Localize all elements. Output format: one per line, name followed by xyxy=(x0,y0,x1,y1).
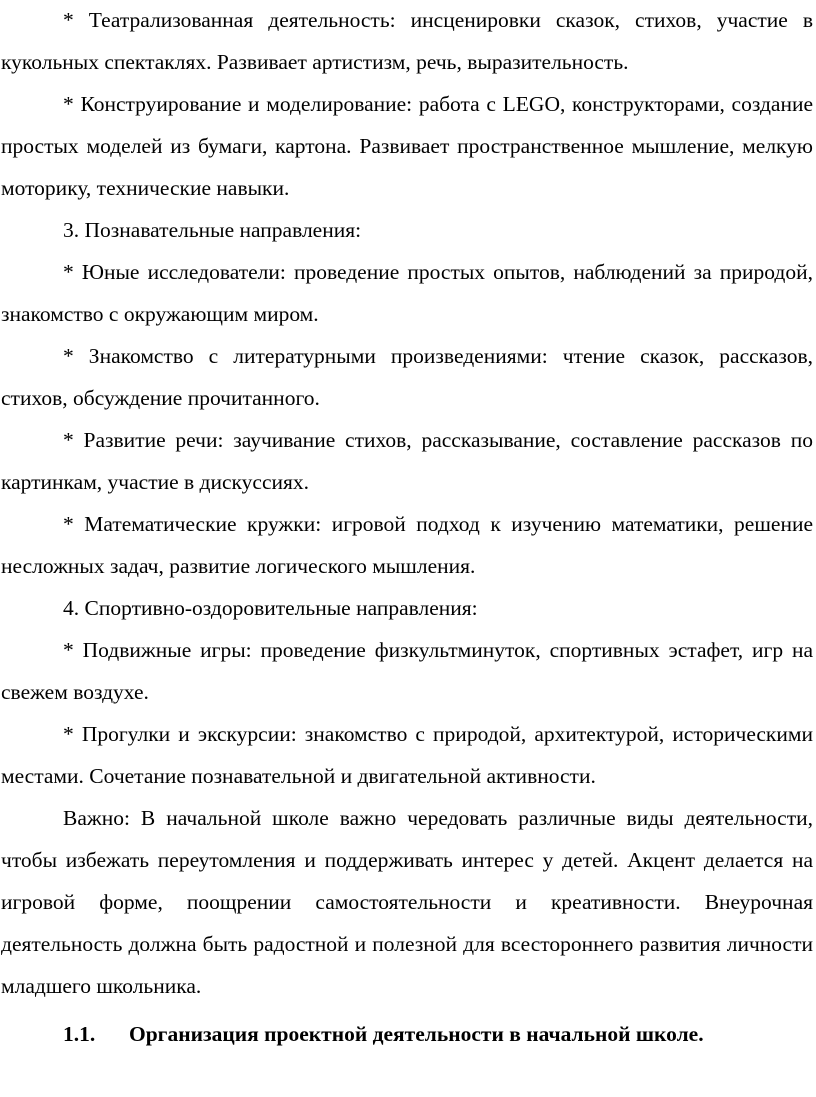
paragraph-theatrical-activity: * Театрализованная деятельность: инсценировки сказок, стихов, участие в кукольных спектаклях. Развивает артистизм, речь, выразительность. xyxy=(1,8,813,74)
paragraph-math-clubs: * Математические кружки: игровой подход к изучению математики, решение несложных задач, развитие логического мышления. xyxy=(1,512,813,578)
paragraph-speech-development: * Развитие речи: заучивание стихов, рассказывание, составление рассказов по картинкам, участие в дискуссиях. xyxy=(1,428,813,494)
section-heading-number: 1.1. xyxy=(63,1022,96,1046)
paragraph-important-note: Важно: В начальной школе важно чередовать различные виды деятельности, чтобы избежать переутомления и поддерживать интерес у детей. Акцент делается на игровой форме, поощрении самостоятельности и креативности. Внеурочная деятельность должна быть радостной и полезной для всестороннего развития личности младшего школьника. xyxy=(1,806,813,998)
paragraph-cognitive-directions: 3. Познавательные направления: xyxy=(63,218,362,242)
section-heading-title: Организация проектной деятельности в начальной школе. xyxy=(129,1022,704,1046)
paragraph-walks-excursions: * Прогулки и экскурсии: знакомство с природой, архитектурой, историческими местами. Сочетание познавательной и двигательной активности. xyxy=(1,722,813,788)
section-heading xyxy=(1,1013,813,1055)
paragraph-young-researchers: * Юные исследователи: проведение простых опытов, наблюдений за природой, знакомство с окружающим миром. xyxy=(1,260,813,326)
paragraph-construction-modeling: * Конструирование и моделирование: работа с LEGO, конструкторами, создание простых моделей из бумаги, картона. Развивает пространственное мышление, мелкую моторику, технические навыки. xyxy=(1,92,813,200)
paragraph-outdoor-games: * Подвижные игры: проведение физкультминуток, спортивных эстафет, игр на свежем воздухе. xyxy=(1,638,813,704)
paragraph-sports-directions: 4. Спортивно-оздоровительные направления: xyxy=(63,596,478,620)
paragraph-literature: * Знакомство с литературными произведениями: чтение сказок, рассказов, стихов, обсуждение прочитанного. xyxy=(1,344,813,410)
